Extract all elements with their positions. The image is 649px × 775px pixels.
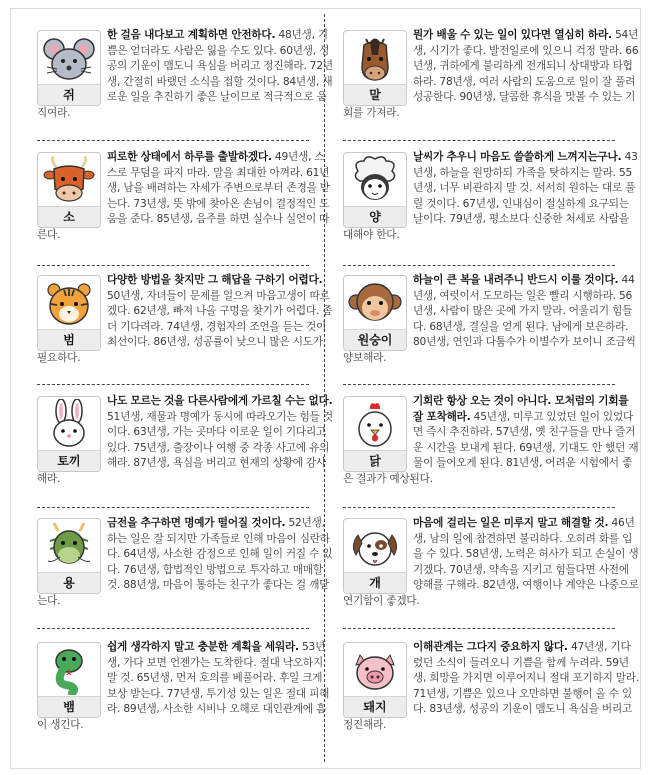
animal-label: 말 [344, 84, 406, 105]
animal-label: 뱀 [38, 696, 100, 717]
fortune-body: 47년생, 기다렸던 소식이 들려오니 기쁨을 함께 누려라. 59년생, 희망을 가지면 이루어지니 절대 포기하지 말라. 71년생, 기쁨은 있으나 오만하면 불행이 올 수 있다. 83년생, 성공의 기운이 맴도니 욕심을 버리고 정진해라. [343, 641, 639, 731]
animal-label: 돼지 [344, 696, 406, 717]
fortune-rooster [343, 394, 639, 506]
fortune-headline: 뭔가 배울 수 있는 일이 있다면 열심히 하라. [413, 29, 612, 41]
fortune-headline: 금전을 추구하면 명예가 떨어질 것이다. [107, 517, 286, 529]
fortune-text [343, 150, 639, 244]
row-divider [37, 628, 309, 629]
fortune-body: 51년생, 재물과 명예가 동시에 따라오기는 힘들 것이다. 63년생, 가는 곳마다 이로운 일이 기다리고 있다. 75년생, 출장이나 여행 중 각종 사고에 유의해라. 87년생, 욕심을 버리고 현재의 상황에 감사해라. [37, 410, 333, 485]
animal-label: 닭 [344, 450, 406, 471]
fortune-text [37, 273, 333, 367]
fortune-pig [343, 640, 639, 752]
fortune-dog [343, 516, 639, 628]
fortune-snake [37, 640, 333, 752]
row-divider [343, 628, 615, 629]
row-divider [37, 265, 309, 266]
animal-label: 쥐 [38, 84, 100, 105]
fortune-text [37, 394, 333, 488]
fortune-rabbit [37, 394, 333, 506]
row-divider [37, 140, 309, 141]
fortune-horse [343, 28, 639, 140]
fortune-headline: 다양한 방법을 찾지만 그 해답을 구하기 어렵다. [107, 274, 323, 286]
fortune-body: 45년생, 미루고 있었던 일이 있었다면 즉시 추진하라. 57년생, 옛 친구들을 만나 즐거운 시간을 보내게 된다. 69년생, 기대도 안 했던 재물이 들어오게 된다. 81년생, 어려운 시험에서 좋은 결과가 예상된다. [343, 410, 639, 485]
animal-label: 양 [344, 206, 406, 227]
fortune-dragon [37, 516, 333, 628]
row-divider [343, 265, 615, 266]
row-divider [37, 507, 309, 508]
fortune-tiger [37, 273, 333, 385]
fortune-body: 54년생, 시기가 좋다. 발전일로에 있으니 걱정 말라. 66년생, 귀하에게 불리하게 전개되니 상대방과 타협하라. 78년생, 여러 사람의 도움으로 일이 잘 풀려 성공한다. 90년생, 달콤한 휴식을 맛볼 수 있는 기회를 가져라. [343, 29, 639, 119]
fortune-text [37, 640, 333, 734]
fortune-headline: 기회란 항상 오는 것이 아니다. 모처럼의 기회를 잘 포착해라. [413, 395, 629, 423]
fortune-text [343, 640, 639, 734]
fortune-text [37, 150, 333, 244]
fortune-headline: 마음에 걸리는 일은 미루지 말고 해결할 것. [413, 517, 609, 529]
fortune-headline: 쉽게 생각하지 말고 충분한 계획을 세워라. [107, 641, 299, 653]
fortune-headline: 피로한 상태에서 하루를 출발하겠다. [107, 151, 272, 163]
fortune-body: 53년생, 가다 보면 언젠가는 도착한다. 절대 낙오하지 말 것. 65년생, 먼저 호의를 베풀어라. 후일 크게 보상 받는다. 77년생, 투기성 있는 일은 절대 피해라. 89년생, 사소한 시비나 오해로 대인관계에 흠이 생긴다. [37, 641, 330, 731]
fortune-headline: 하늘이 큰 복을 내려주니 반드시 이룰 것이다. [413, 274, 619, 286]
fortune-text [37, 516, 333, 610]
fortune-sheep [343, 150, 639, 262]
fortune-text [343, 273, 639, 367]
fortune-ox [37, 150, 333, 262]
row-divider [343, 140, 615, 141]
animal-label: 범 [38, 329, 100, 350]
fortune-headline: 날씨가 추우니 마음도 쓸쓸하게 느껴지는구나. [413, 151, 622, 163]
fortune-body: 46년생, 남의 일에 참견하면 불리하다. 오히려 화를 입을 수 있다. 58년생, 노력은 허사가 되고 손실이 생기겠다. 70년생, 약속을 지키고 힘들다면 사전에 양해를 구해라. 82년생, 여행이나 계약은 나중으로 연기함이 좋겠다. [343, 517, 639, 607]
fortune-body: 44년생, 여럿이서 도모하는 일은 빨리 시행하라. 56년생, 사람이 많은 곳에 가지 말라. 어울리기 힘들다. 68년생, 결실을 얻게 된다. 남에게 보은하라. 80년생, 연인과 다툼수가 이별수가 보이니 조금씩 양보해라. [343, 274, 636, 364]
animal-label: 개 [344, 572, 406, 593]
fortune-rat [37, 28, 333, 140]
animal-label: 원숭이 [344, 329, 406, 350]
fortune-body: 49년생, 스스로 무덤을 파지 마라. 말을 최대한 아껴라. 61년생, 남을 배려하는 자세가 주변으로부터 존경을 받는다. 73년생, 뜻 밖에 찾아온 손님이 결정적인 도움을 준다. 85년생, 음주를 하면 실수나 실언이 따른다. [37, 151, 330, 241]
animal-label: 소 [38, 206, 100, 227]
fortune-text [343, 516, 639, 610]
fortune-headline: 나도 모르는 것을 다른사람에게 가르칠 수는 없다. [107, 395, 333, 407]
fortune-text [37, 28, 333, 122]
fortune-body: 43년생, 하늘을 원망하되 가족을 탓하지는 말라. 55년생, 너무 비관하지 말 것. 서서히 원하는 대로 풀릴 것이다. 67년생, 인내심이 절실하게 요구되는 날이다. 79년생, 평소보다 신중한 처세로 사람을 대해야 한다. [343, 151, 638, 241]
fortune-headline: 이해관계는 그다지 중요하지 않다. [413, 641, 568, 653]
fortune-body: 48년생, 기쁨은 얻더라도 사람은 잃을 수도 있다. 60년생, 성공의 기운이 맴도니 욕심을 버리고 정진해라. 72년생, 간절히 바랬던 소식을 접할 것이다. 84년생, 새로운 일을 추진하기 좋은 날이므로 적극적으로 움직여라. [37, 29, 333, 119]
fortune-text [343, 394, 639, 488]
animal-label: 토끼 [38, 450, 100, 471]
fortune-headline: 한 걸음 내다보고 계획하면 안전하다. [107, 29, 276, 41]
fortune-body: 52년생, 하는 일은 잘 되지만 가족들로 인해 마음이 심란하다. 64년생, 사소한 감정으로 인해 일이 커질 수 있다. 76년생, 합법적인 방법으로 투자하고 매매할 것. 88년생, 마음이 통하는 친구가 좋다는 걸 깨닫는다. [37, 517, 333, 607]
row-divider [343, 507, 615, 508]
fortune-monkey [343, 273, 639, 385]
fortune-text [343, 28, 639, 122]
animal-label: 용 [38, 572, 100, 593]
fortune-body: 50년생, 자녀들이 문제를 일으켜 마음고생이 따르겠다. 62년생, 빠져 나올 구멍을 찾기가 어렵다. 좀 더 기다려라. 74년생, 경험자의 조언을 듣는 것이 최선이다. 86년생, 성공률이 낮으니 많은 시도가 필요하다. [37, 289, 333, 364]
